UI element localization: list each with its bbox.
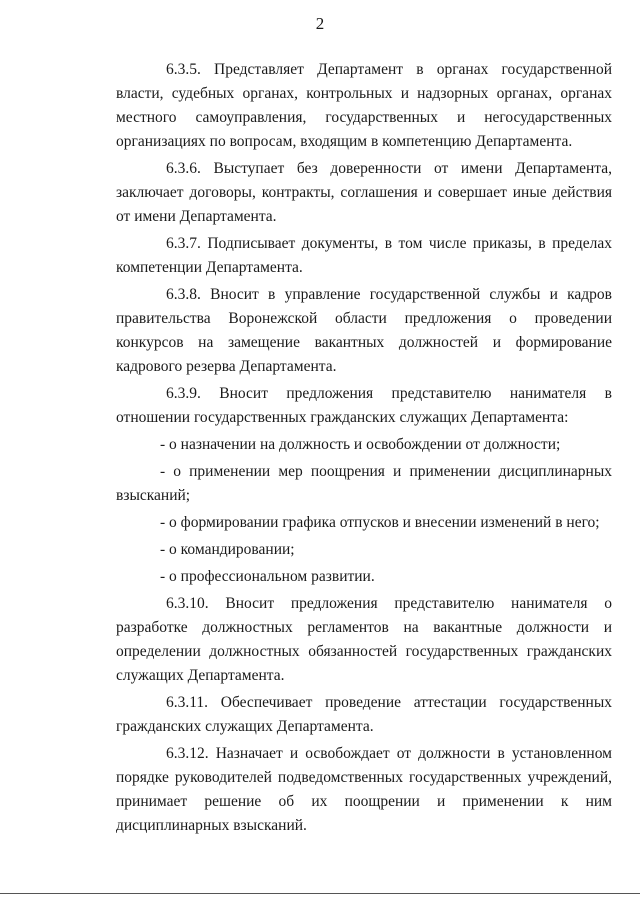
- list-item: - о назначении на должность и освобождении от должности;: [160, 436, 561, 453]
- clause-6-3-11: 6.3.11. Обеспечивает проведение аттестации государственных гражданских служащих Департамента.: [116, 694, 612, 735]
- clause-6-3-8: 6.3.8. Вносит в управление государственной службы и кадров правительства Воронежской области предложения о проведении конкурсов на замещение вакантных должностей и формирование кадрового резерва Департамента.: [116, 286, 612, 375]
- list-item: - о формировании графика отпусков и внесении изменений в него;: [160, 514, 600, 531]
- page-bottom-edge: [0, 893, 640, 894]
- list-item: - о командировании;: [160, 541, 295, 558]
- clause-6-3-10: 6.3.10. Вносит предложения представителю нанимателя о разработке должностных регламентов на вакантные должности и определении должностных обязанностей государственных гражданских служащих Департамента.: [116, 595, 612, 684]
- document-body: [116, 58, 612, 841]
- clause-6-3-9: 6.3.9. Вносит предложения представителю нанимателя в отношении государственных гражданских служащих Департамента:: [116, 385, 612, 426]
- clause-6-3-12: 6.3.12. Назначает и освобождает от должности в установленном порядке руководителей подведомственных государственных учреждений, принимает решение об их поощрении и применении к ним дисциплинарных взысканий.: [116, 745, 612, 834]
- clause-6-3-6: 6.3.6. Выступает без доверенности от имени Департамента, заключает договоры, контракты, соглашения и совершает иные действия от имени Департамента.: [116, 160, 612, 225]
- list-item: - о применении мер поощрения и применении дисциплинарных взысканий;: [116, 463, 612, 504]
- list-item: - о профессиональном развитии.: [160, 568, 375, 585]
- clause-6-3-5: 6.3.5. Представляет Департамент в органах государственной власти, судебных органах, контрольных и надзорных органах, органах местного самоуправления, государственных и негосударственных организациях по вопросам, входящим в компетенцию Департамента.: [116, 61, 612, 150]
- clause-6-3-7: 6.3.7. Подписывает документы, в том числе приказы, в пределах компетенции Департамента.: [116, 235, 612, 276]
- page-number: 2: [315, 14, 325, 33]
